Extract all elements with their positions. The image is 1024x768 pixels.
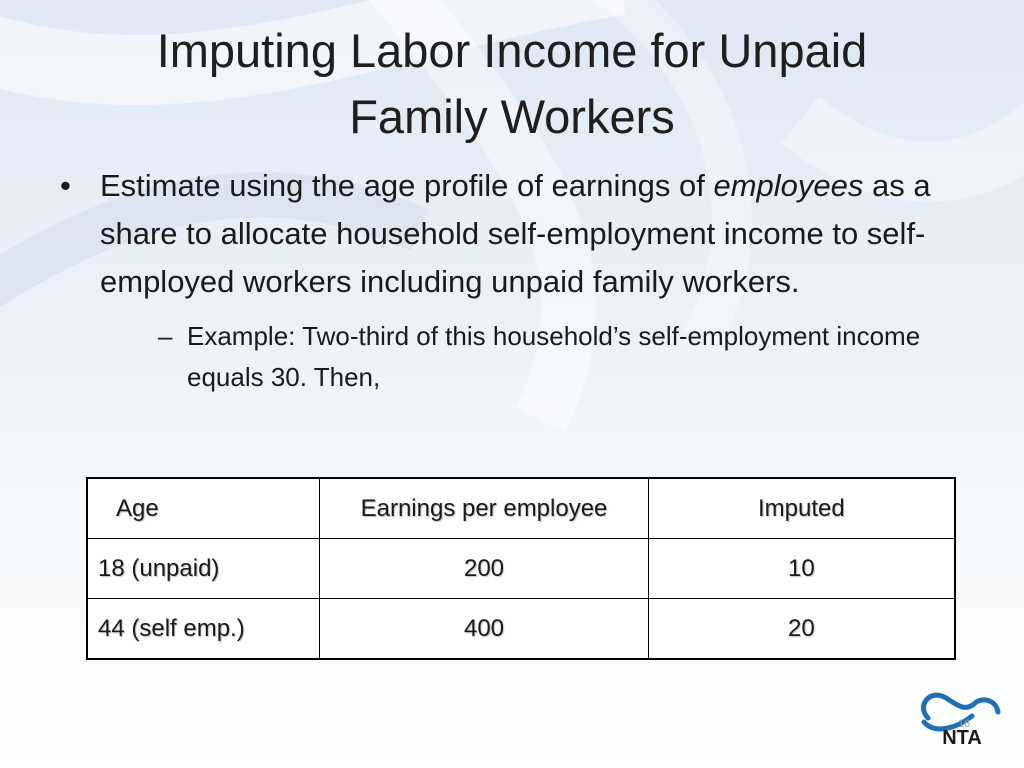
table-header-row bbox=[87, 478, 955, 539]
bullet-item bbox=[58, 162, 958, 398]
bullet-emphasis: employees bbox=[713, 168, 864, 203]
cell-imputed: 20 bbox=[648, 599, 955, 660]
table-row bbox=[87, 539, 955, 599]
header-age: Age bbox=[87, 478, 320, 539]
cell-earnings: 200 bbox=[320, 539, 648, 599]
bullet-text-before: Estimate using the age profile of earnings of bbox=[100, 168, 714, 203]
slide-title bbox=[60, 18, 964, 150]
sub-bullet-text: Example: Two-third of this household’s self-employment income equals 30. Then, bbox=[187, 321, 921, 392]
table-row bbox=[87, 599, 955, 660]
cell-age: 18 (unpaid) bbox=[87, 539, 320, 599]
cell-imputed: 10 bbox=[648, 539, 955, 599]
sub-bullet-item bbox=[100, 316, 958, 398]
slide-title-line-1: Imputing Labor Income for Unpaid bbox=[156, 24, 868, 77]
page-number: 16 bbox=[958, 718, 971, 730]
slide-title-line-2: Family Workers bbox=[349, 90, 675, 143]
imputation-table bbox=[86, 477, 956, 660]
header-imputed: Imputed bbox=[648, 478, 955, 539]
cell-age: 44 (self emp.) bbox=[87, 599, 320, 660]
header-earnings-per-employee: Earnings per employee bbox=[320, 478, 648, 539]
nta-logo-icon bbox=[916, 682, 1006, 748]
bullet-marker: • bbox=[60, 168, 71, 203]
cell-earnings: 400 bbox=[320, 599, 648, 660]
logo-text: NTA bbox=[942, 727, 982, 748]
bullet-text-after: as a share to allocate household self-employment income to self-employed workers including unpaid family workers. bbox=[100, 168, 931, 299]
sub-bullet-marker: – bbox=[158, 321, 173, 351]
bullet-list bbox=[58, 162, 958, 398]
